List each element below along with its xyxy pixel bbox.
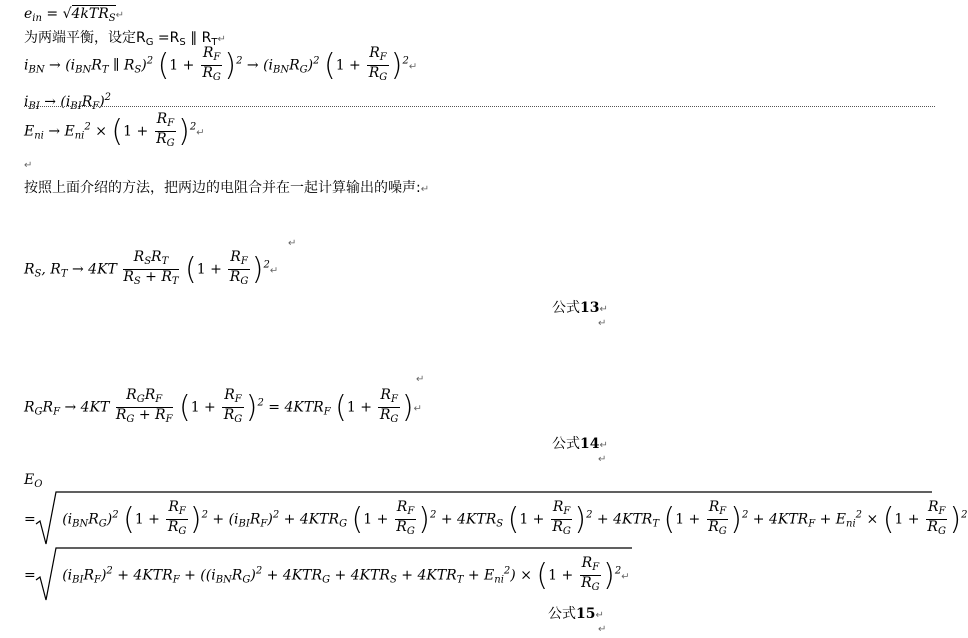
balance-sub-g: G (145, 37, 154, 48)
equation-eo-label: $E_O$ (24, 472, 43, 490)
formula-14-label (552, 433, 608, 453)
paragraph-mark: ↵ (599, 304, 608, 315)
equation-ibi: $i_{BI} \to (i_{BI}R_F)^2$ (24, 92, 112, 112)
equation-rs-rt: $R_S$, $R_T \to 4KT$ $\frac{R_SR_T}{R_S + R_T}$ (1 + $\frac{R_F}{R_G}$ )$^2$↵ (24, 249, 279, 287)
balance-sub-s: S (179, 37, 186, 48)
paragraph-mark: ↵ (217, 34, 226, 45)
paragraph-mark: ↵ (115, 10, 125, 21)
balance-mid: =R (153, 30, 180, 46)
paragraph-mark: ↵ (595, 610, 604, 621)
formula-14-prefix: 公式 (552, 436, 580, 452)
paragraph-mark: ↵ (24, 160, 33, 171)
paragraph-mark: ↵ (598, 454, 607, 465)
formula-15-number: 15 (576, 606, 596, 622)
formula-14-number: 14 (580, 436, 600, 452)
equation-ibn: $i_{BN} \to (i_{BN}R_T$ ∥ $R_S)^2$ (1 + $\frac{R_F}{R_G}$ )$^2 \to (i_{BN}R_G)^2$ (1 + $\frac{R_F}{R_G}$ )$^2$↵ (24, 45, 418, 83)
paragraph-mark: ↵ (408, 61, 418, 73)
equation-rg-rf: $R_GR_F \to 4KT$ $\frac{R_GR_F}{R_G + R_F}$ (1 + $\frac{R_F}{R_G}$ )$^2 = 4KTR_F$ (1 + $\frac{R_F}{R_G}$ )↵ (24, 387, 422, 425)
formula-13-prefix: 公式 (552, 300, 580, 316)
page-break-line (24, 106, 935, 107)
equation-eni: $E_{ni} \to E_{ni}^2 \times (1$ + $\frac{R_F}{R_G}$ )$^2$↵ (24, 111, 205, 149)
paragraph-mark: ↵ (413, 403, 422, 415)
paragraph-mark: ↵ (420, 184, 430, 195)
formula-15-prefix: 公式 (548, 606, 576, 622)
balance-par: ∥ R (185, 30, 212, 46)
formula-13-number: 13 (580, 300, 600, 316)
paragraph-mark: ↵ (599, 440, 608, 451)
method-sentence: 按照上面介绍的方法，把两边的电阻合并在一起计算输出的噪声: (24, 180, 421, 196)
equation-eo-line2: = $(i_{BI}R_F)^2 + 4KTR_F + ((i_{BN}R_G)^2 + 4KTR_G + 4KTR_S + 4KTR_T + E_{ni}^2) \times (1$ + $\frac{R_F}{R_G}$ )$^2$↵ (24, 555, 630, 593)
method-text (24, 177, 429, 197)
paragraph-mark: ↵ (621, 571, 630, 583)
paragraph-mark: ↵ (598, 624, 607, 635)
paragraph-mark: ↵ (416, 374, 425, 385)
paragraph-mark: ↵ (598, 318, 607, 329)
formula-13-label (552, 297, 608, 317)
paragraph-mark: ↵ (269, 265, 279, 277)
formula-15-label (548, 603, 604, 623)
paragraph-mark: ↵ (196, 127, 205, 139)
balance-sub-t: T (211, 37, 218, 48)
equation-ein: $e_{in}$ = √4kTR$_S$↵ (24, 6, 125, 24)
balance-prefix: 为两端平衡，设定R (24, 30, 146, 46)
equation-eo-line1: = $(i_{BN}R_G)^2$ (1 + $\frac{R_F}{R_G}$ )$^2 + (i_{BI}R_F)^2 + 4KTR_G$ (1 + $\frac{R_F}{R_G}$ )$^2 + 4KTR_S$ (1 + $\frac{R_F}{R_G}$ )$^2 + 4KTR_T$ (1 + $\frac{R_F}{R_G}$ )$^2 + 4KTR_F + E_{ni}^2 \times (1$ + $\frac{R_F}{R_G}$ )$^2$ (24, 499, 968, 537)
paragraph-mark: ↵ (288, 238, 297, 249)
balance-text (24, 27, 226, 48)
